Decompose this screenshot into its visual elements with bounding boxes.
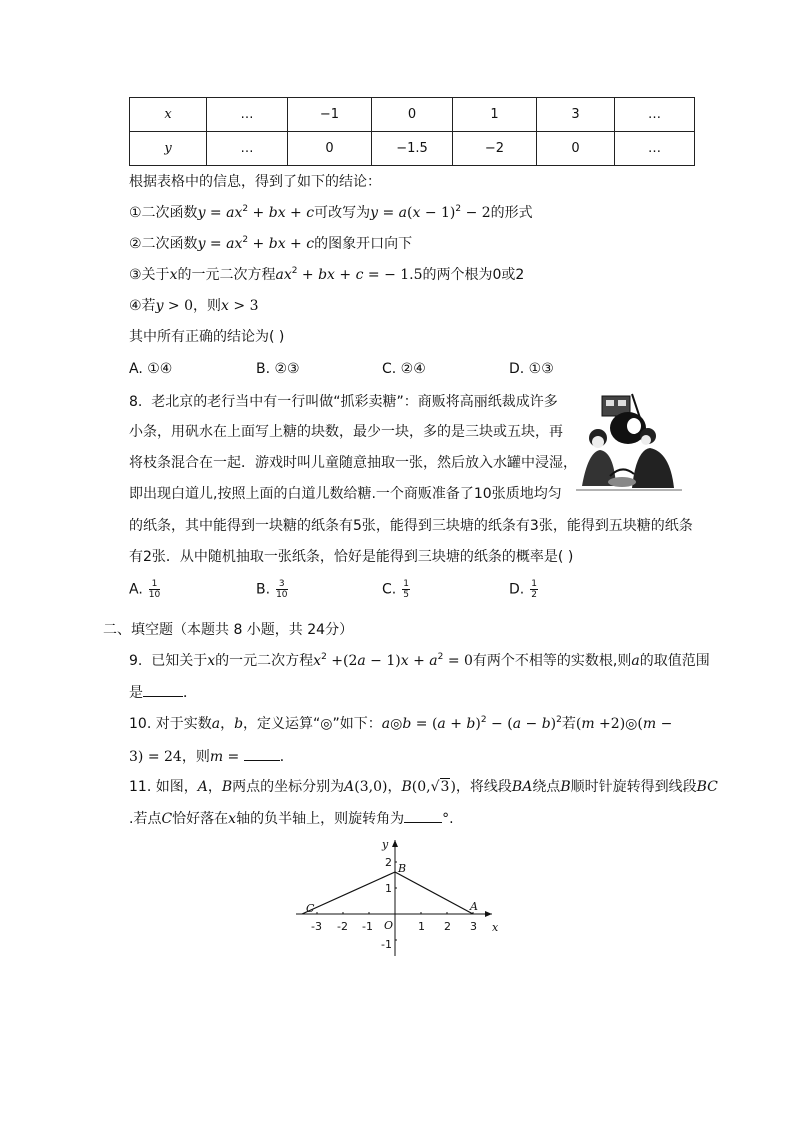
x-tick-label: -3 [311, 920, 322, 933]
x-tick-label: 3 [470, 920, 477, 933]
option-letter: A. [129, 581, 143, 598]
text: ． [183, 685, 197, 701]
table-row-x [130, 98, 695, 132]
text: ①二次函数 [129, 205, 198, 221]
text: 的图象开口向下 [314, 236, 413, 252]
q8-number: 8. [129, 394, 143, 410]
candy-vendor-illustration [574, 390, 684, 494]
text: 的一元二次方程 [215, 653, 314, 669]
q8-line-5: 的纸条，其中能得到一块糖的纸条有5张，能得到三块塘的纸条有3张，能得到五块糖的纸条 [129, 518, 693, 534]
section-title: 二、填空题（本题共 8 小题，共 24分） [103, 622, 354, 638]
text: .若点 [129, 811, 162, 827]
text: 老北京的老行当中有一行叫做“抓彩卖糖”：商贩将高丽纸裁成许多 [151, 394, 558, 410]
text: 的形式 [490, 205, 533, 221]
table-cell: … [615, 98, 695, 132]
q8-option-c[interactable] [382, 579, 410, 600]
text: ，则 [193, 298, 222, 314]
y-tick-label: -1 [381, 938, 392, 951]
q8-option-a[interactable] [129, 579, 160, 600]
text: ，则 [181, 749, 210, 765]
segment-bc [302, 872, 395, 914]
q7-conclusion-4: ④若y > 0，则x > 3 [129, 298, 259, 314]
q8-line-2: 小条，用矾水在上面写上糖的块数，最少一块，多的是三块或五块，再 [129, 424, 563, 440]
text: °. [442, 811, 454, 827]
q11-number: 11. [129, 779, 152, 795]
table-cell: −1 [288, 98, 372, 132]
point-b-label: B [398, 862, 407, 875]
value-table [129, 97, 695, 166]
coordinate-graph [290, 836, 504, 960]
table-cell: 1 [453, 98, 537, 132]
q7-option-c[interactable]: C. ②④ [382, 361, 426, 377]
table-cell: 0 [537, 132, 615, 166]
q11-line-1: 11. 如图，A，B两点的坐标分别为A(3,0)，B(0,√3)，将线段BA绕点B顺时针旋转得到线段BC [129, 779, 718, 795]
q7-conclusion-1: ①二次函数$y = ax^2$ + bx + c可改写为$y = a(x - 1)^2 - 2$的形式 [129, 204, 533, 221]
table-cell: −1.5 [372, 132, 453, 166]
text: 的一元二次方程 [177, 267, 276, 283]
q11-line-2: .若点C恰好落在x轴的负半轴上，则旋转角为 °. [129, 808, 454, 829]
q8-option-b[interactable] [256, 579, 288, 600]
option-letter: D. [509, 581, 525, 598]
table-cell: … [207, 98, 288, 132]
segment-ba [395, 872, 473, 914]
fraction-numerator: 1 [531, 579, 537, 589]
answer-blank[interactable] [143, 682, 183, 697]
fraction-denominator: 5 [403, 590, 409, 600]
table-row-y [130, 132, 695, 166]
answer-blank[interactable] [244, 746, 280, 761]
x-tick-label: 1 [418, 920, 425, 933]
point-c-label: C [306, 902, 315, 915]
text: 顺时针旋转得到线段 [570, 779, 697, 795]
table-header-x: x [130, 98, 207, 132]
q8-option-d[interactable] [509, 579, 538, 600]
q8-line-6: 有2张．从中随机抽取一张纸条，恰好是能得到三块塘的纸条的概率是( ) [129, 549, 574, 565]
table-header-y: y [130, 132, 207, 166]
text: 对于实数 [155, 716, 212, 732]
fraction-numerator: 1 [403, 579, 409, 589]
x-tick-label: -1 [362, 920, 373, 933]
answer-blank[interactable] [404, 808, 442, 823]
text: 的两个根为0或2 [422, 267, 525, 283]
fraction-denominator: 2 [531, 590, 537, 600]
q7-option-d[interactable]: D. ①③ [509, 361, 554, 377]
q10-line-2: 3) = 24，则m = ． [129, 746, 294, 767]
q7-intro: 根据表格中的信息，得到了如下的结论： [129, 174, 381, 190]
table-cell: … [207, 132, 288, 166]
y-axis-arrow-icon [392, 840, 398, 847]
y-tick-label: 2 [385, 856, 392, 869]
text: 绕点 [532, 779, 561, 795]
q10-number: 10. [129, 716, 152, 732]
text: 已知关于 [151, 653, 208, 669]
text: 恰好落在 [172, 811, 229, 827]
point-a-label: A [470, 900, 478, 913]
x-tick-label: 2 [444, 920, 451, 933]
text: 如图， [155, 779, 198, 795]
text: ，定义运算“◎”如下： [243, 716, 382, 732]
y-tick-label: 1 [385, 882, 392, 895]
q9-line-1: 9. 已知关于x的一元二次方程$x^2 +(2a - 1)x + a^2 = 0$有两个不相等的实数根,则a的取值范围 [129, 652, 710, 669]
q9-line-2 [129, 682, 197, 703]
text: 有两个不相等的实数根,则 [472, 653, 632, 669]
text: 若 [561, 716, 576, 732]
option-letter: C. [382, 581, 397, 598]
table-cell: 3 [537, 98, 615, 132]
q8-line-1 [129, 392, 558, 412]
table-cell: … [615, 132, 695, 166]
q8-line-3: 将枝条混合在一起．游戏时叫儿童随意抽取一张，然后放入水罐中浸湿， [129, 455, 577, 471]
table-cell: 0 [372, 98, 453, 132]
q7-conclusion-3: ③关于x的一元二次方程$ax^2$ + bx + c = − 1.5的两个根为0或2 [129, 266, 525, 283]
text: ③关于 [129, 267, 170, 283]
q9-number: 9. [129, 653, 143, 669]
fraction-denominator: 10 [148, 590, 161, 600]
text: ，将线段 [455, 779, 512, 795]
table-cell: −2 [453, 132, 537, 166]
q8-line-4: 即出现白道儿,按照上面的白道儿数给糖.一个商贩准备了10张质地均匀 [129, 486, 562, 502]
x-tick-label: -2 [337, 920, 348, 933]
table-cell: 0 [288, 132, 372, 166]
fraction-numerator: 1 [149, 579, 160, 590]
x-axis-arrow-icon [485, 911, 492, 917]
q7-option-b[interactable]: B. ②③ [256, 361, 300, 377]
text: 两点的坐标分别为 [232, 779, 345, 795]
text: 轴的负半轴上，则旋转角为 [236, 811, 405, 827]
q7-question: 其中所有正确的结论为( ) [129, 329, 285, 345]
q7-option-a[interactable]: A. ①④ [129, 361, 173, 377]
text: 可改写为 [314, 205, 371, 221]
text: ④若 [129, 298, 156, 314]
fraction-numerator: 3 [276, 579, 287, 590]
option-letter: B. [256, 581, 271, 598]
origin-label: O [384, 919, 394, 932]
x-axis-label: x [492, 921, 499, 934]
text: ． [279, 749, 294, 765]
text: ②二次函数 [129, 236, 198, 252]
q7-conclusion-2: ②二次函数$y = ax^2$ + bx + c的图象开口向下 [129, 235, 413, 252]
y-axis-label: y [382, 838, 389, 851]
q10-line-1: 10. 对于实数a，b，定义运算“◎”如下：a◎b = $(a + b)^2 - (a - b)^2$若(m +2)◎(m − [129, 715, 673, 732]
text: 是 [129, 685, 143, 701]
text: 的取值范围 [639, 653, 710, 669]
fraction-denominator: 10 [276, 590, 288, 600]
